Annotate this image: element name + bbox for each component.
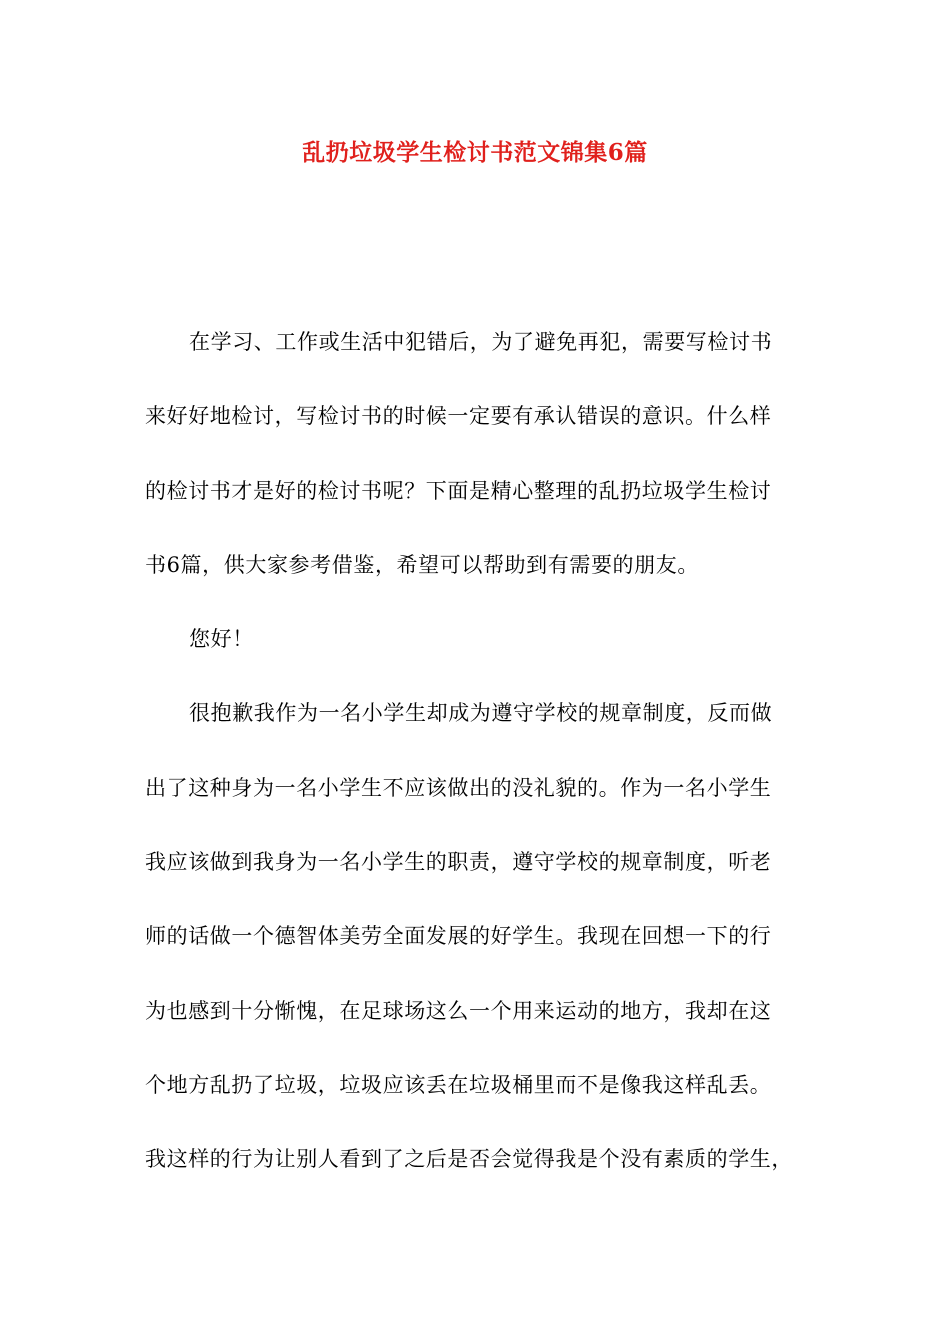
body-line: 出了这种身为一名小学生不应该做出的没礼貌的。作为一名小学生 [145,775,772,800]
body-line: 个地方乱扔了垃圾，垃圾应该丢在垃圾桶里而不是像我这样乱丢。 [145,1072,772,1097]
body-line: 的检讨书才是好的检讨书呢？下面是精心整理的乱扔垃圾学生检讨 [145,478,772,503]
body-line: 我这样的行为让别人看到了之后是否会觉得我是个没有素质的学生， [145,1147,793,1172]
document-body [145,322,813,1214]
greeting-line: 您好！ [189,627,254,652]
body-line: 为也感到十分惭愧，在足球场这么一个用来运动的地方，我却在这 [145,998,772,1023]
body-line: 在学习、工作或生活中犯错后，为了避免再犯，需要写检讨书 [189,330,773,354]
document-title: 乱扔垃圾学生检讨书范文锦集6篇 [302,139,648,166]
body-line: 很抱歉我作为一名小学生却成为遵守学校的规章制度，反而做 [189,701,773,726]
body-line: 书6篇，供大家参考借鉴，希望可以帮助到有需要的朋友。 [145,552,699,577]
body-line: 师的话做一个德智体美劳全面发展的好学生。我现在回想一下的行 [145,924,772,949]
body-line: 来好好地检讨，写检讨书的时候一定要有承认错误的意识。什么样 [145,404,772,429]
body-line: 我应该做到我身为一名小学生的职责，遵守学校的规章制度，听老 [145,850,772,875]
